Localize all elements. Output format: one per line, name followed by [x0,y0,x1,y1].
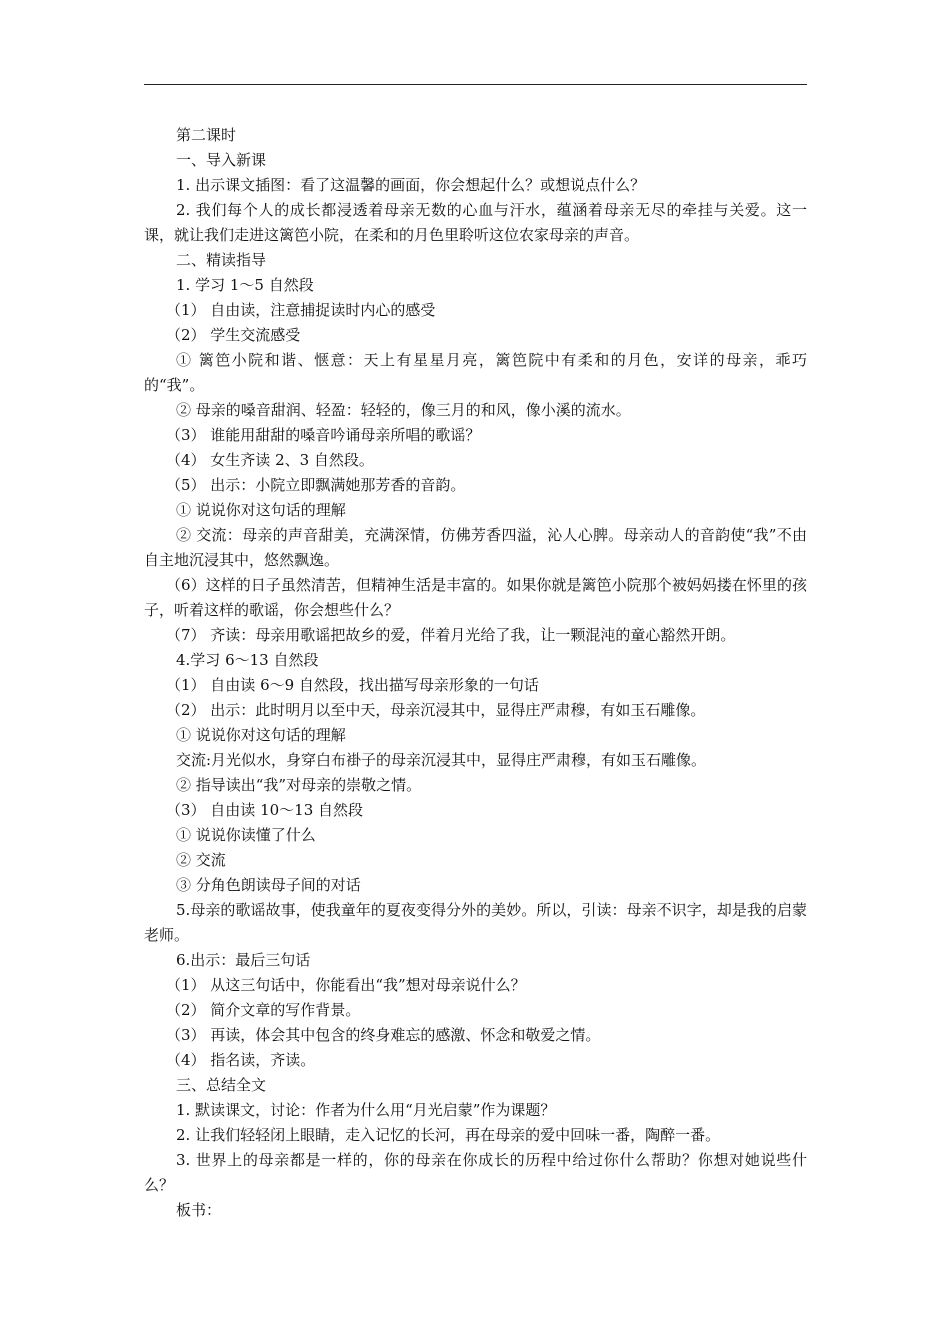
paragraph: 1. 学习 1～5 自然段 [176,276,314,294]
blackboard-label: 板书： [176,1201,222,1219]
heading-summary: 三、总结全文 [176,1076,267,1094]
header-rule [144,84,807,85]
paragraph: （4） 指名读，齐读。 [166,1051,316,1069]
paragraph: （4） 女生齐读 2、3 自然段。 [166,451,374,469]
paragraph: （1） 从这三句话中，你能看出“我”想对母亲说什么？ [166,976,526,994]
paragraph: ① 篱笆小院和谐、惬意：天上有星星月亮，篱笆院中有柔和的月色，安详的母亲，乖巧的“我”。 [144,351,807,394]
heading-intro: 一、导入新课 [176,151,267,169]
paragraph: （3） 再读，体会其中包含的终身难忘的感激、怀念和敬爱之情。 [166,1026,601,1044]
paragraph: 4.学习 6～13 自然段 [176,651,319,669]
heading-reading: 二、精读指导 [176,251,267,269]
paragraph: （2） 出示：此时明月以至中天，母亲沉浸其中，显得庄严肃穆，有如玉石雕像。 [166,701,706,719]
paragraph: （1） 自由读，注意捕捉读时内心的感受 [166,301,436,319]
paragraph: （1） 自由读 6～9 自然段，找出描写母亲形象的一句话 [166,676,539,694]
paragraph: 交流:月光似水，身穿白布褂子的母亲沉浸其中，显得庄严肃穆，有如玉石雕像。 [176,751,707,769]
paragraph: （2） 学生交流感受 [166,326,301,344]
paragraph: （2） 简介文章的写作背景。 [166,1001,361,1019]
paragraph: ① 说说你对这句话的理解 [176,726,346,744]
paragraph: 5.母亲的歌谣故事，使我童年的夏夜变得分外的美妙。所以，引读：母亲不识字，却是我的启蒙老师。 [144,901,807,944]
lesson-plan-body [144,123,807,1223]
paragraph: ② 指导读出“我”对母亲的崇敬之情。 [176,776,422,794]
paragraph: ① 说说你对这句话的理解 [176,501,346,519]
paragraph: （6）这样的日子虽然清苦，但精神生活是丰富的。如果你就是篱笆小院那个被妈妈搂在怀里的孩子，听着这样的歌谣，你会想些什么？ [144,576,807,619]
paragraph: ① 说说你读懂了什么 [176,826,316,844]
paragraph: 6.出示：最后三句话 [176,951,311,969]
paragraph: （5） 出示：小院立即飘满她那芳香的音韵。 [166,476,466,494]
paragraph: 1. 出示课文插图：看了这温馨的画面，你会想起什么？或想说点什么？ [176,176,646,194]
paragraph: ② 母亲的嗓音甜润、轻盈：轻轻的，像三月的和风，像小溪的流水。 [176,401,631,419]
paragraph: （3） 谁能用甜甜的嗓音吟诵母亲所唱的歌谣？ [166,426,481,444]
paragraph: 1. 默读课文，讨论：作者为什么用“月光启蒙”作为课题？ [176,1101,556,1119]
paragraph: 3. 世界上的母亲都是一样的，你的母亲在你成长的历程中给过你什么帮助？你想对她说些什么？ [144,1151,807,1194]
paragraph: ② 交流 [176,851,226,869]
paragraph: （7） 齐读：母亲用歌谣把故乡的爱，伴着月光给了我，让一颗混沌的童心豁然开朗。 [166,626,736,644]
paragraph: 2. 让我们轻轻闭上眼睛，走入记忆的长河，再在母亲的爱中回味一番，陶醉一番。 [176,1126,721,1144]
paragraph: ② 交流：母亲的声音甜美，充满深情，仿佛芳香四溢，沁人心脾。母亲动人的音韵使“我”不由自主地沉浸其中，悠然飘逸。 [144,526,807,569]
paragraph: 2. 我们每个人的成长都浸透着母亲无数的心血与汗水，蕴涵着母亲无尽的牵挂与关爱。这一课，就让我们走进这篱笆小院，在柔和的月色里聆听这位农家母亲的声音。 [144,201,807,244]
section-title: 第二课时 [176,126,237,144]
paragraph: ③ 分角色朗读母子间的对话 [176,876,361,894]
paragraph: （3） 自由读 10～13 自然段 [166,801,364,819]
